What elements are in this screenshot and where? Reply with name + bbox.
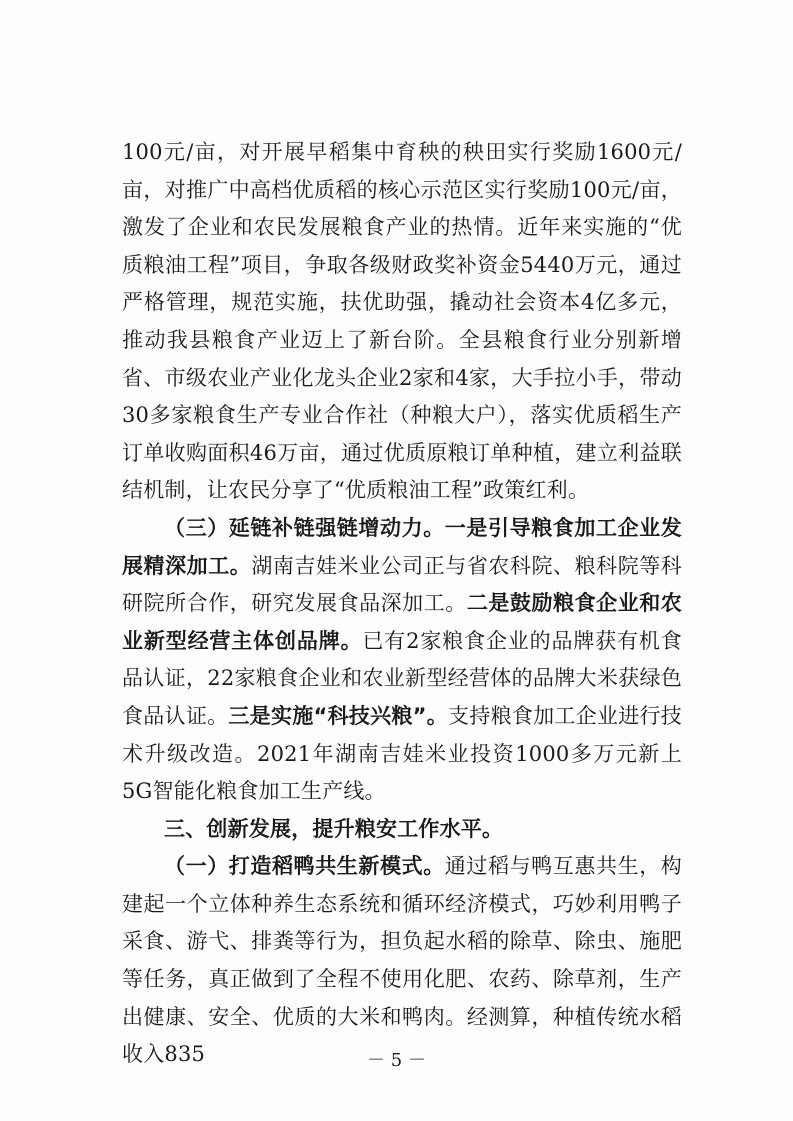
paragraph-rice-duck [122, 848, 682, 1074]
subheading-rice-duck: （一）打造稻鸭共生新模式。 [164, 854, 445, 879]
paragraph-text: 100元/亩，对开展早稻集中育秧的秧田实行奖励1600元/亩，对推广中高档优质稻的核心示范区实行奖励100元/亩，激发了企业和农民发展粮食产业的热情。近年来实施的“优质粮油工程”项目，争取各级财政奖补资金5440万元，通过严格管理，规范实施，扶优助强，撬动社会资本4亿多元，推动我县粮食产业迈上了新台阶。全县粮食行业分别新增省、市级农业产业化龙头企业2家和4家，大手拉小手，带动30多家粮食生产专业合作社（种粮大户），落实优质稻生产订单收购面积46万亩，通过优质原粮订单种植，建立利益联结机制，让农民分享了“优质粮油工程”政策红利。 [122, 140, 682, 503]
paragraph-text: 通过稻与鸭互惠共生，构建起一个立体种养生态系统和循环经济模式，巧妙利用鸭子采食、游弋、排粪等行为，担负起水稻的除草、除虫、施肥等任务，真正做到了全程不使用化肥、农药、除草剂，生产出健康、安全、优质的大米和鸭肉。经测算，种植传统水稻收入835 [122, 854, 682, 1067]
paragraph-continuation [122, 134, 682, 510]
body-text [122, 134, 682, 1074]
point-brand-building: 二是鼓励粮食企业和农业新型经营主体创品牌。 [122, 591, 683, 653]
point-tech-grain: 三是实施“科技兴粮”。 [228, 703, 449, 728]
section-heading-innovation: 三、创新发展，提升粮安工作水平。 [164, 816, 504, 841]
paragraph-text: 湖南吉娃米业公司正与省农科院、粮科院等科研院所合作，研究发展食品深加工。 [122, 553, 682, 616]
subheading-extend-chain: （三）延链补链强链增动力。一是引导粮食加工企业发展精深加工。 [122, 515, 682, 578]
paragraph-text: 支持粮食加工企业进行技术升级改造。2021年湖南吉娃米业投资1000多万元新上5G智能化粮食加工生产线。 [122, 703, 683, 804]
paragraph-extend-chain [122, 510, 682, 811]
paragraph-text: 已有2家粮食企业的品牌获有机食品认证，22家粮食企业和农业新型经营体的品牌大米获绿色食品认证。 [122, 628, 682, 728]
page-number: － 5 － [367, 1050, 426, 1071]
